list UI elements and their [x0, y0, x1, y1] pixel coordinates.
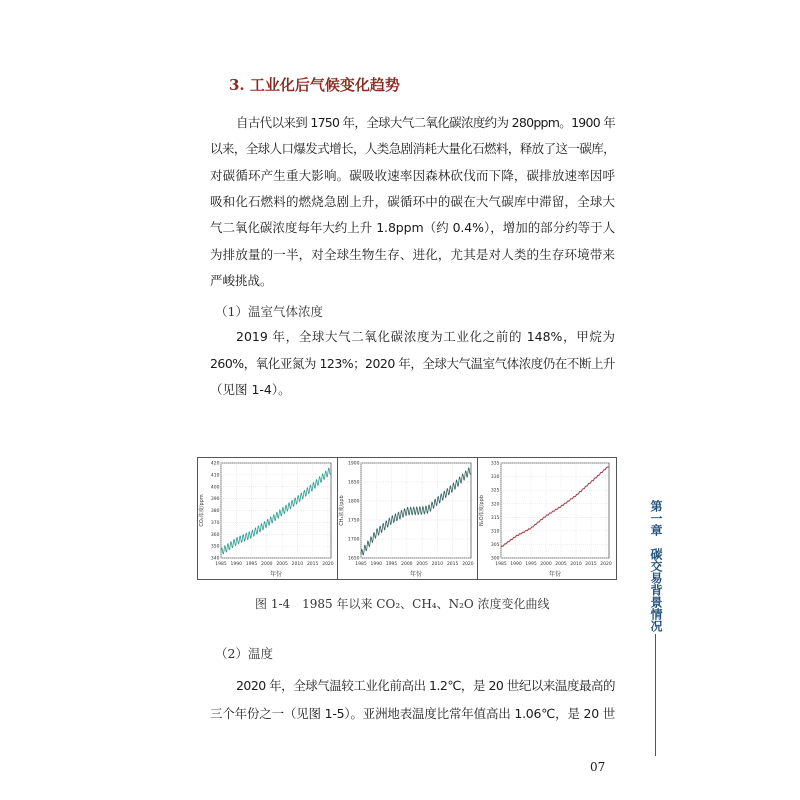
- x-tick-label: 1995: [245, 562, 258, 567]
- text-line: 2020 年，全球气温较工业化前高出 1.2℃，是 20 世纪以来温度最高的: [236, 678, 615, 693]
- x-tick-label: 1985: [215, 562, 227, 567]
- sidebar-divider: [655, 634, 656, 756]
- x-tick-label: 2005: [555, 562, 567, 567]
- y-tick-label: 360: [210, 532, 220, 538]
- y-tick-label: 320: [490, 502, 500, 508]
- chart-1: [338, 458, 478, 579]
- y-tick-label: 410: [210, 473, 220, 479]
- x-tick-label: 2020: [600, 562, 612, 567]
- y-tick-label: 1800: [348, 499, 360, 505]
- y-tick-label: 300: [490, 556, 500, 562]
- text-line: 以来，全球人口爆发式增长，人类急剧消耗大量化石燃料，释放了这一碳库，: [210, 141, 615, 157]
- y-tick-label: 335: [490, 461, 500, 467]
- x-axis-label: 年份: [269, 571, 283, 578]
- text-line: 自古代以来到 1750 年，全球大气二氧化碳浓度约为 280ppm。1900 年: [236, 115, 615, 130]
- y-tick-label: 340: [210, 556, 220, 562]
- y-tick-label: 315: [490, 515, 500, 521]
- y-tick-label: 350: [210, 544, 220, 550]
- y-axis-label: CO₂浓度/ppm: [199, 494, 205, 527]
- y-tick-label: 310: [490, 529, 500, 535]
- page-number: 07: [590, 760, 606, 774]
- y-tick-label: 400: [210, 485, 220, 491]
- subheading-gas-concentration: （1）温室气体浓度: [215, 304, 323, 319]
- y-axis-label: N₂O浓度/ppb: [479, 495, 485, 526]
- y-tick-label: 330: [490, 475, 500, 481]
- x-tick-label: 2000: [540, 562, 552, 567]
- x-tick-label: 2020: [462, 562, 474, 567]
- x-tick-label: 2010: [431, 562, 444, 567]
- x-tick-label: 2010: [291, 562, 304, 567]
- y-tick-label: 1650: [348, 556, 360, 562]
- x-tick-label: 1990: [510, 562, 522, 567]
- x-axis-label: 年份: [548, 571, 562, 578]
- text-line: （见图 1-4）。: [210, 382, 291, 397]
- y-tick-label: 1900: [348, 461, 360, 467]
- x-tick-label: 1990: [370, 562, 383, 567]
- x-tick-label: 1990: [230, 562, 243, 567]
- chapter-title: 碳交易背景情况: [649, 548, 663, 632]
- x-tick-label: 1995: [385, 562, 398, 567]
- x-tick-label: 2020: [322, 562, 334, 567]
- y-tick-label: 1850: [348, 480, 360, 486]
- y-tick-label: 1700: [348, 537, 360, 543]
- text-line: 严峻挑战。: [210, 272, 273, 288]
- x-tick-label: 2000: [401, 562, 413, 567]
- text-line: 对碳循环产生重大影响。碳吸收速率因森林砍伐而下降，碳排放速率因呼: [210, 167, 615, 183]
- x-tick-label: 1985: [355, 562, 367, 567]
- subheading-temperature: （2）温度: [215, 646, 273, 661]
- y-tick-label: 1750: [348, 518, 360, 524]
- x-tick-label: 2015: [306, 562, 319, 567]
- figure-caption: 图 1-4 1985 年以来 CO₂、CH₄、N₂O 浓度变化曲线: [255, 597, 550, 611]
- y-tick-label: 420: [210, 461, 220, 467]
- y-tick-label: 370: [210, 520, 220, 526]
- text-line: 260%，氧化亚氮为 123%；2020 年，全球大气温室气体浓度仍在不断上升: [210, 355, 615, 371]
- x-tick-label: 2010: [570, 562, 582, 567]
- text-line: 为排放量的一半，对全球生物生存、进化，尤其是对人类的生存环境带来: [210, 246, 615, 262]
- chart-2: [478, 458, 616, 579]
- y-tick-label: 325: [490, 488, 500, 494]
- x-tick-label: 1985: [495, 562, 507, 567]
- text-line: 气二氧化碳浓度每年大约上升 1.8ppm（约 0.4%），增加的部分约等于人: [210, 220, 615, 236]
- x-tick-label: 2005: [416, 562, 428, 567]
- x-tick-label: 2000: [261, 562, 273, 567]
- chapter-number: 第一章: [649, 500, 663, 536]
- chart-0: [198, 458, 338, 579]
- section-heading: 3. 工业化后气候变化趋势: [229, 76, 400, 94]
- figure-1-4: [197, 457, 617, 580]
- text-line: 吸和化石燃料的燃烧急剧上升，碳循环中的碳在大气碳库中滞留，全球大: [210, 193, 615, 209]
- x-tick-label: 2005: [276, 562, 288, 567]
- y-axis-label: CH₄浓度/ppb: [339, 495, 345, 526]
- y-tick-label: 305: [490, 543, 500, 549]
- y-tick-label: 390: [210, 497, 220, 503]
- x-axis-label: 年份: [409, 571, 423, 578]
- chapter-label: [648, 500, 664, 632]
- x-tick-label: 2015: [446, 562, 459, 567]
- x-tick-label: 2015: [585, 562, 597, 567]
- x-tick-label: 1995: [525, 562, 537, 567]
- text-line: 三个年份之一（见图 1-5）。亚洲地表温度比常年值高出 1.06℃，是 20 世: [210, 706, 615, 721]
- y-tick-label: 380: [210, 509, 220, 515]
- text-line: 2019 年，全球大气二氧化碳浓度为工业化之前的 148%，甲烷为: [236, 329, 615, 344]
